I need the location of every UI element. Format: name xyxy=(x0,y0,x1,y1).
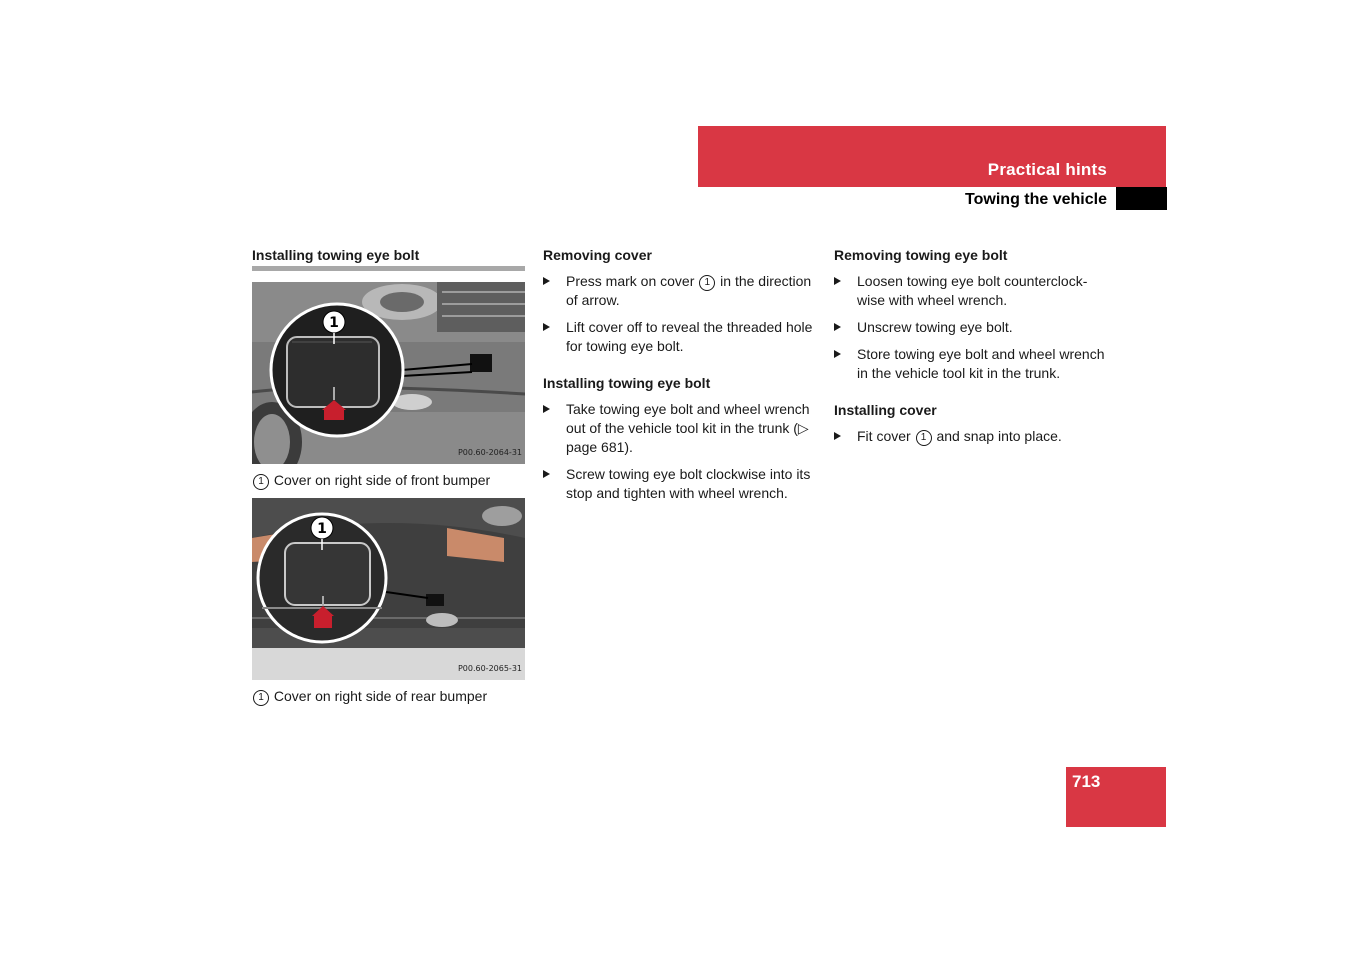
bullet-arrow-icon xyxy=(543,470,550,478)
step-text: Lift cover off to reveal the threaded hole for towing eye bolt. xyxy=(566,319,813,354)
rear-bumper-figure xyxy=(252,498,525,680)
heading-removing-cover: Removing cover xyxy=(543,247,652,263)
step-take-bolt xyxy=(543,400,818,457)
page-number-box xyxy=(1066,767,1166,827)
step-text: Store towing eye bolt and wheel wrench in the vehicle tool kit in the trunk. xyxy=(857,346,1105,381)
step-unscrew-bolt xyxy=(834,318,1106,337)
column-middle xyxy=(543,246,818,511)
figure-callout: 1 xyxy=(329,315,339,331)
rear-bumper-illustration xyxy=(252,498,525,680)
heading-installing-towing-eye-bolt: Installing towing eye bolt xyxy=(543,375,711,391)
figure-code: P00.60-2065-31 xyxy=(457,664,522,673)
front-bumper-illustration xyxy=(252,282,525,464)
circled-number-icon: 1 xyxy=(916,430,932,446)
circled-number-icon: 1 xyxy=(699,275,715,291)
heading-installing-cover: Installing cover xyxy=(834,402,937,418)
step-text: Fit cover xyxy=(857,428,911,444)
front-figure-caption xyxy=(252,471,525,490)
subsection-title: Towing the vehicle xyxy=(965,191,1107,208)
step-text: Unscrew towing eye bolt. xyxy=(857,319,1013,335)
front-bumper-figure xyxy=(252,282,525,464)
caption-text: Cover on right side of front bumper xyxy=(273,472,491,488)
column-left xyxy=(252,246,525,714)
bullet-arrow-icon xyxy=(543,405,550,413)
heading-rule xyxy=(252,266,525,271)
step-text: in the direction of arrow. xyxy=(566,273,812,308)
step-text: Take towing eye bolt and wheel wrench out of the vehicle tool kit in the trunk (▷ page 681). xyxy=(566,401,810,455)
step-loosen-bolt xyxy=(834,272,1106,310)
circled-number-icon: 1 xyxy=(253,690,269,706)
step-text: Press mark on cover xyxy=(566,273,695,289)
step-store-bolt xyxy=(834,345,1106,383)
bullet-arrow-icon xyxy=(834,350,841,358)
bullet-arrow-icon xyxy=(834,432,841,440)
step-screw-bolt xyxy=(543,465,818,503)
chapter-tab-marker xyxy=(1116,187,1167,210)
heading-installing-towing-eye-bolt: Installing towing eye bolt xyxy=(252,247,420,263)
step-lift-cover xyxy=(543,318,818,356)
circled-number-icon: 1 xyxy=(253,474,269,490)
figure-callout: 1 xyxy=(317,521,327,537)
heading-removing-towing-eye-bolt: Removing towing eye bolt xyxy=(834,247,1008,263)
step-fit-cover xyxy=(834,427,1106,446)
figure-code: P00.60-2064-31 xyxy=(457,448,522,457)
column-right xyxy=(834,246,1106,454)
bullet-arrow-icon xyxy=(543,323,550,331)
page-number: 713 xyxy=(1072,772,1101,791)
step-text: Screw towing eye bolt clockwise into its stop and tighten with wheel wrench. xyxy=(566,466,811,501)
step-text: and snap into place. xyxy=(936,428,1062,444)
bullet-arrow-icon xyxy=(543,277,550,285)
bullet-arrow-icon xyxy=(834,277,841,285)
step-text: Loosen towing eye bolt counterclock-wise with wheel wrench. xyxy=(857,273,1088,308)
section-title: Practical hints xyxy=(987,160,1107,179)
caption-text: Cover on right side of rear bumper xyxy=(273,688,488,704)
bullet-arrow-icon xyxy=(834,323,841,331)
step-press-mark xyxy=(543,272,818,310)
rear-figure-caption xyxy=(252,687,525,706)
